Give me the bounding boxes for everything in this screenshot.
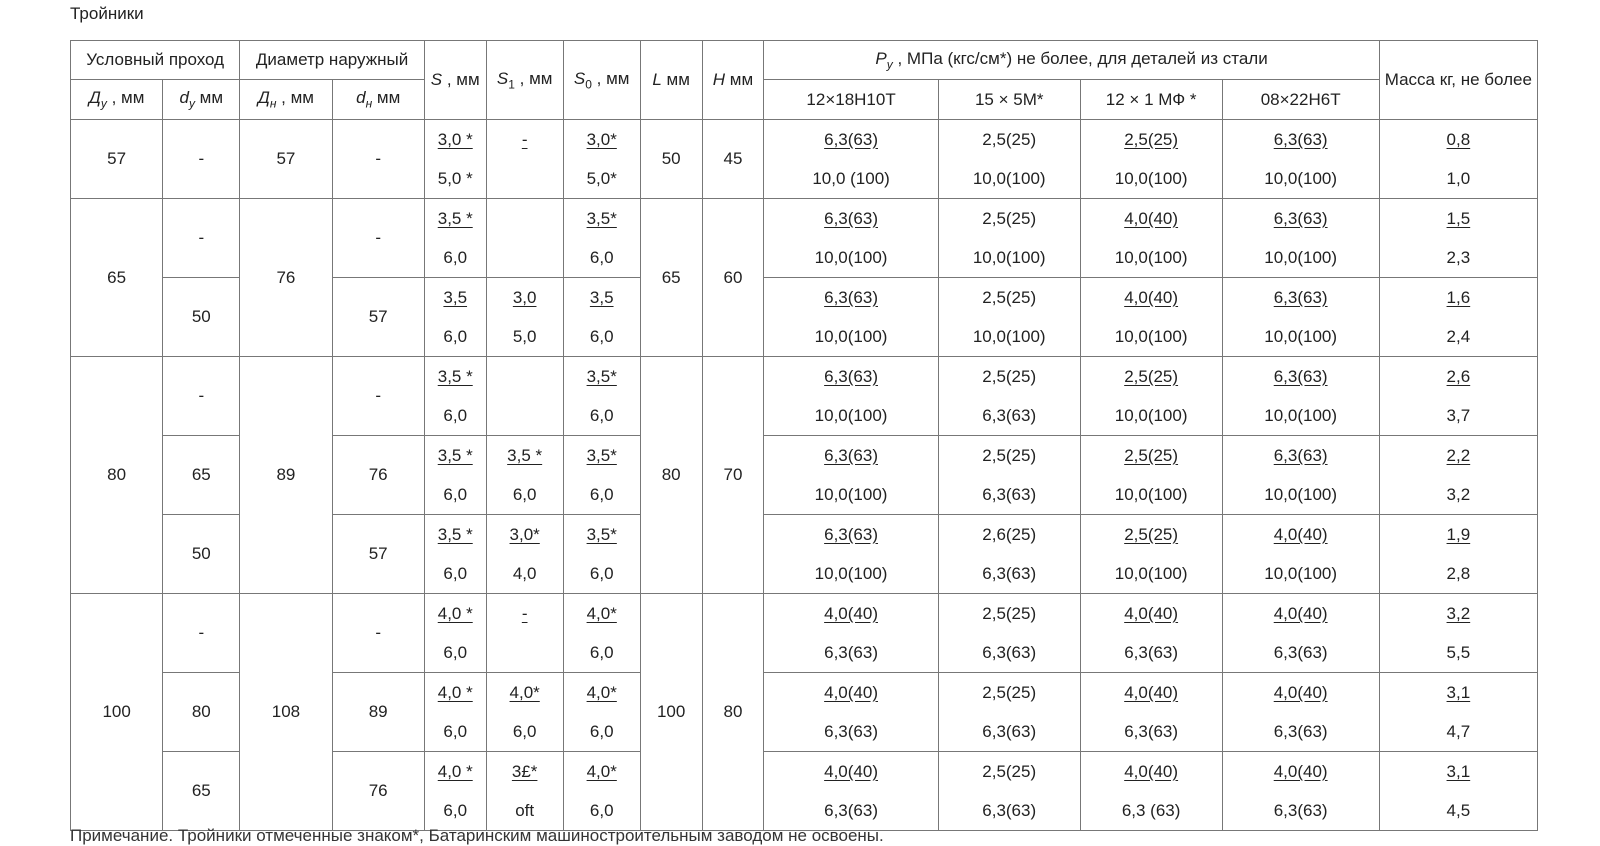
cell-p1 — [764, 199, 938, 278]
s0-value-top: 4,0* — [586, 762, 617, 781]
s-value-bottom: 6,0 — [443, 406, 468, 425]
p4-value-bottom: 10,0(100) — [1264, 327, 1338, 346]
s0-value-bottom: 6,0 — [589, 643, 614, 662]
cell-l: 80 — [640, 357, 702, 594]
cell-dn: 89 — [240, 357, 332, 594]
m-value-bottom: 2,4 — [1446, 327, 1471, 346]
p3-value-bottom: 10,0(100) — [1114, 564, 1188, 583]
cell-dy: - — [163, 199, 240, 278]
s1-value-top — [487, 357, 563, 396]
p2-value-bottom: 6,3(63) — [982, 406, 1037, 425]
cell-s — [424, 120, 486, 199]
p3-value-bottom: 10,0(100) — [1114, 169, 1188, 188]
table-row — [71, 120, 1538, 199]
s1-value-top: 3,5 * — [507, 446, 543, 465]
s1-value-top — [487, 199, 563, 238]
cell-dy: - — [163, 120, 240, 199]
cell-p4 — [1222, 278, 1379, 357]
p3-value-bottom: 6,3(63) — [1124, 722, 1179, 741]
p1-value-top: 6,3(63) — [824, 288, 878, 307]
p2-value-bottom: 6,3(63) — [982, 485, 1037, 504]
s-value-bottom: 6,0 — [443, 564, 468, 583]
m-value-bottom: 5,5 — [1446, 643, 1471, 662]
cell-s0 — [563, 199, 640, 278]
p4-value-top: 6,3(63) — [1273, 367, 1328, 386]
s0-value-top: 3,5* — [586, 525, 617, 544]
p2-value-bottom: 10,0(100) — [972, 169, 1046, 188]
cell-s — [424, 515, 486, 594]
cell-p1 — [764, 120, 938, 199]
s-value-top: 3,0 * — [437, 130, 473, 149]
m-value-top: 0,8 — [1446, 130, 1471, 149]
cell-p3 — [1080, 278, 1222, 357]
s0-value-top: 4,0* — [586, 683, 617, 702]
p2-value-top: 2,5(25) — [982, 367, 1037, 386]
p2-value-top: 2,5(25) — [982, 130, 1037, 149]
s1-value-bottom: oft — [515, 801, 535, 820]
s1-value-bottom — [487, 633, 563, 672]
s1-value-top: 4,0* — [509, 683, 540, 702]
p4-value-bottom: 6,3(63) — [1273, 643, 1328, 662]
p2-value-top: 2,5(25) — [982, 762, 1037, 781]
s0-value-bottom: 6,0 — [589, 406, 614, 425]
cell-dn-small: - — [332, 199, 424, 278]
s-value-bottom: 6,0 — [443, 643, 468, 662]
m-value-top: 1,6 — [1446, 288, 1471, 307]
s-value-bottom: 5,0 * — [437, 169, 473, 188]
s-value-bottom: 6,0 — [443, 327, 468, 346]
header-mass: Масса кг, не более — [1379, 41, 1537, 120]
cell-p3 — [1080, 120, 1222, 199]
s-value-bottom: 6,0 — [443, 485, 468, 504]
p1-value-bottom: 6,3(63) — [824, 801, 878, 820]
cell-s — [424, 436, 486, 515]
cell-p1 — [764, 357, 938, 436]
m-value-bottom: 1,0 — [1446, 169, 1471, 188]
cell-m — [1379, 199, 1537, 278]
table-row — [71, 594, 1538, 673]
header-dy: $d_y$ мм — [163, 80, 240, 120]
cell-dn: 57 — [240, 120, 332, 199]
s0-value-bottom: 6,0 — [589, 248, 614, 267]
s-value-top: 4,0 * — [437, 762, 473, 781]
cell-dn: 108 — [240, 594, 332, 831]
s-value-bottom: 6,0 — [443, 801, 468, 820]
m-value-top: 3,1 — [1446, 762, 1471, 781]
p2-value-top: 2,5(25) — [982, 288, 1037, 307]
header-s0: $S_0$ , мм — [563, 41, 640, 120]
cell-p2 — [938, 673, 1080, 752]
s-value-top: 3,5 * — [437, 209, 473, 228]
cell-p3 — [1080, 515, 1222, 594]
cell-p4 — [1222, 752, 1379, 831]
cell-p4 — [1222, 199, 1379, 278]
cell-s — [424, 594, 486, 673]
cell-l: 65 — [640, 199, 702, 357]
cell-p2 — [938, 752, 1080, 831]
cell-s — [424, 278, 486, 357]
p4-value-bottom: 10,0(100) — [1264, 248, 1338, 267]
header-pressure: $P_y$ , МПа (кгс/см*) не более, для деталей из стали — [764, 41, 1379, 80]
m-value-bottom: 4,7 — [1446, 722, 1471, 741]
cell-p1 — [764, 594, 938, 673]
s1-value-top: 3,0 — [512, 288, 537, 307]
cell-p3 — [1080, 673, 1222, 752]
cell-p4 — [1222, 515, 1379, 594]
p4-value-top: 4,0(40) — [1273, 525, 1328, 544]
s1-value-bottom — [487, 238, 563, 277]
cell-s — [424, 199, 486, 278]
cell-p2 — [938, 120, 1080, 199]
p4-value-top: 4,0(40) — [1273, 683, 1328, 702]
cell-dy: - — [163, 357, 240, 436]
p3-value-top: 4,0(40) — [1124, 209, 1179, 228]
cell-p1 — [764, 752, 938, 831]
s1-value-bottom: 5,0 — [512, 327, 537, 346]
p4-value-top: 4,0(40) — [1273, 604, 1328, 623]
cell-dn: 76 — [240, 199, 332, 357]
cell-s — [424, 357, 486, 436]
cell-s — [424, 752, 486, 831]
header-h: H мм — [702, 41, 764, 120]
cell-m — [1379, 357, 1537, 436]
p3-value-top: 2,5(25) — [1124, 367, 1179, 386]
s0-value-bottom: 6,0 — [589, 327, 614, 346]
p4-value-top: 6,3(63) — [1273, 446, 1328, 465]
cell-p1 — [764, 278, 938, 357]
p2-value-top: 2,6(25) — [982, 525, 1037, 544]
s0-value-top: 3,5* — [586, 209, 617, 228]
cell-du: 80 — [71, 357, 163, 594]
cell-s1 — [486, 673, 563, 752]
cell-p1 — [764, 673, 938, 752]
table-body — [71, 120, 1538, 831]
cell-p4 — [1222, 594, 1379, 673]
cell-l: 100 — [640, 594, 702, 831]
p2-value-top: 2,5(25) — [982, 604, 1037, 623]
cell-du: 57 — [71, 120, 163, 199]
s0-value-bottom: 6,0 — [589, 722, 614, 741]
p1-value-bottom: 6,3(63) — [824, 722, 878, 741]
tees-table — [70, 40, 1538, 831]
cell-dn-small: 57 — [332, 515, 424, 594]
p1-value-bottom: 10,0(100) — [814, 564, 888, 583]
p1-value-top: 6,3(63) — [824, 209, 878, 228]
p3-value-bottom: 10,0(100) — [1114, 485, 1188, 504]
p4-value-top: 6,3(63) — [1273, 130, 1328, 149]
cell-s1 — [486, 120, 563, 199]
p1-value-bottom: 10,0 (100) — [812, 169, 890, 188]
cell-s0 — [563, 594, 640, 673]
m-value-top: 2,2 — [1446, 446, 1471, 465]
s0-value-bottom: 6,0 — [589, 564, 614, 583]
s1-value-bottom — [487, 396, 563, 435]
m-value-bottom: 4,5 — [1446, 801, 1471, 820]
p3-value-top: 2,5(25) — [1124, 525, 1179, 544]
header-uslovny-prohod: Условный проход — [71, 41, 240, 80]
cell-p2 — [938, 436, 1080, 515]
cell-h: 70 — [702, 357, 764, 594]
table-header — [71, 41, 1538, 120]
cell-s1 — [486, 515, 563, 594]
cell-s1 — [486, 436, 563, 515]
cell-s0 — [563, 436, 640, 515]
p3-value-top: 4,0(40) — [1124, 604, 1179, 623]
cell-dy: 65 — [163, 752, 240, 831]
p1-value-top: 4,0(40) — [824, 683, 878, 702]
cell-dy: 50 — [163, 515, 240, 594]
p1-value-bottom: 10,0(100) — [814, 406, 888, 425]
header-steel-3: 12 × 1 МФ * — [1080, 80, 1222, 120]
cell-m — [1379, 436, 1537, 515]
s1-value-bottom: 6,0 — [512, 485, 537, 504]
cell-p2 — [938, 515, 1080, 594]
cell-dn-small: - — [332, 120, 424, 199]
m-value-bottom: 3,7 — [1446, 406, 1471, 425]
cell-s1 — [486, 594, 563, 673]
cell-dy: - — [163, 594, 240, 673]
m-value-top: 2,6 — [1446, 367, 1471, 386]
header-steel-1: 12×18Н10Т — [764, 80, 938, 120]
cell-p2 — [938, 199, 1080, 278]
p2-value-bottom: 10,0(100) — [972, 327, 1046, 346]
m-value-top: 1,5 — [1446, 209, 1471, 228]
header-diametr-naruzhny: Диаметр наружный — [240, 41, 425, 80]
header-steel-4: 08×22Н6Т — [1222, 80, 1379, 120]
m-value-bottom: 3,2 — [1446, 485, 1471, 504]
cell-p2 — [938, 278, 1080, 357]
s1-value-top: - — [521, 604, 528, 623]
s0-value-top: 3,5* — [586, 367, 617, 386]
header-steel-2: 15 × 5М* — [938, 80, 1080, 120]
p1-value-bottom: 10,0(100) — [814, 248, 888, 267]
p3-value-bottom: 10,0(100) — [1114, 248, 1188, 267]
p1-value-bottom: 6,3(63) — [824, 643, 878, 662]
p1-value-top: 4,0(40) — [824, 762, 878, 781]
table-row — [71, 357, 1538, 436]
s1-value-bottom: 6,0 — [512, 722, 537, 741]
cell-h: 45 — [702, 120, 764, 199]
footnote: Примечание. Тройники отмеченные знаком*, Батаринским машиностроительным заводом не освоены. — [70, 826, 884, 845]
cell-du: 65 — [71, 199, 163, 357]
p2-value-top: 2,5(25) — [982, 683, 1037, 702]
s0-value-top: 3,5 — [589, 288, 614, 307]
cell-s1 — [486, 357, 563, 436]
cell-dy: 80 — [163, 673, 240, 752]
cell-p1 — [764, 436, 938, 515]
p1-value-top: 6,3(63) — [824, 130, 878, 149]
p3-value-top: 4,0(40) — [1124, 762, 1179, 781]
table-row — [71, 199, 1538, 278]
m-value-top: 3,1 — [1446, 683, 1471, 702]
p3-value-bottom: 6,3 (63) — [1121, 801, 1181, 820]
page-title: Тройники — [70, 4, 144, 23]
p2-value-bottom: 6,3(63) — [982, 722, 1037, 741]
p3-value-top: 4,0(40) — [1124, 288, 1179, 307]
p3-value-bottom: 10,0(100) — [1114, 327, 1188, 346]
p4-value-bottom: 10,0(100) — [1264, 564, 1338, 583]
m-value-bottom: 2,8 — [1446, 564, 1471, 583]
s-value-top: 4,0 * — [437, 604, 473, 623]
p1-value-bottom: 10,0(100) — [814, 485, 888, 504]
cell-s1 — [486, 752, 563, 831]
cell-h: 60 — [702, 199, 764, 357]
s0-value-top: 4,0* — [586, 604, 617, 623]
s-value-bottom: 6,0 — [443, 248, 468, 267]
p3-value-top: 4,0(40) — [1124, 683, 1179, 702]
cell-p3 — [1080, 752, 1222, 831]
header-du: $Д_у$ , мм — [71, 80, 163, 120]
p4-value-bottom: 6,3(63) — [1273, 801, 1328, 820]
cell-dy: 50 — [163, 278, 240, 357]
cell-dn-small: 76 — [332, 752, 424, 831]
p3-value-bottom: 10,0(100) — [1114, 406, 1188, 425]
m-value-bottom: 2,3 — [1446, 248, 1471, 267]
cell-dn-small: 89 — [332, 673, 424, 752]
p2-value-bottom: 10,0(100) — [972, 248, 1046, 267]
cell-m — [1379, 120, 1537, 199]
m-value-top: 3,2 — [1446, 604, 1471, 623]
p2-value-bottom: 6,3(63) — [982, 643, 1037, 662]
s0-value-top: 3,5* — [586, 446, 617, 465]
cell-p4 — [1222, 357, 1379, 436]
cell-p4 — [1222, 673, 1379, 752]
cell-m — [1379, 278, 1537, 357]
cell-p2 — [938, 594, 1080, 673]
cell-p1 — [764, 515, 938, 594]
p4-value-bottom: 10,0(100) — [1264, 485, 1338, 504]
p1-value-top: 6,3(63) — [824, 446, 878, 465]
cell-p3 — [1080, 199, 1222, 278]
p4-value-top: 4,0(40) — [1273, 762, 1328, 781]
cell-p4 — [1222, 120, 1379, 199]
s-value-bottom: 6,0 — [443, 722, 468, 741]
p2-value-top: 2,5(25) — [982, 209, 1037, 228]
cell-dn-small: 57 — [332, 278, 424, 357]
cell-s — [424, 673, 486, 752]
m-value-top: 1,9 — [1446, 525, 1471, 544]
p3-value-top: 2,5(25) — [1124, 446, 1179, 465]
p4-value-bottom: 10,0(100) — [1264, 406, 1338, 425]
header-s: S , мм — [424, 41, 486, 120]
s-value-top: 3,5 — [443, 288, 468, 307]
p2-value-bottom: 6,3(63) — [982, 564, 1037, 583]
s1-value-top: 3£* — [511, 762, 538, 781]
s1-value-bottom: 4,0 — [512, 564, 537, 583]
s-value-top: 3,5 * — [437, 367, 473, 386]
s0-value-bottom: 6,0 — [589, 485, 614, 504]
cell-dn-small: - — [332, 594, 424, 673]
cell-s1 — [486, 278, 563, 357]
p3-value-bottom: 6,3(63) — [1124, 643, 1179, 662]
s0-value-top: 3,0* — [586, 130, 617, 149]
cell-dy: 65 — [163, 436, 240, 515]
header-s1: $S_1$ , мм — [486, 41, 563, 120]
p2-value-top: 2,5(25) — [982, 446, 1037, 465]
header-dn-small: $d_н$ мм — [332, 80, 424, 120]
s0-value-bottom: 6,0 — [589, 801, 614, 820]
s-value-top: 3,5 * — [437, 446, 473, 465]
cell-s1 — [486, 199, 563, 278]
p2-value-bottom: 6,3(63) — [982, 801, 1037, 820]
cell-s0 — [563, 673, 640, 752]
header-dn: $Д_н$ , мм — [240, 80, 332, 120]
p4-value-top: 6,3(63) — [1273, 209, 1328, 228]
cell-s0 — [563, 357, 640, 436]
cell-p3 — [1080, 436, 1222, 515]
cell-s0 — [563, 752, 640, 831]
cell-m — [1379, 673, 1537, 752]
s-value-top: 4,0 * — [437, 683, 473, 702]
p4-value-top: 6,3(63) — [1273, 288, 1328, 307]
header-l: L мм — [640, 41, 702, 120]
cell-p3 — [1080, 357, 1222, 436]
cell-s0 — [563, 515, 640, 594]
s1-value-bottom — [487, 159, 563, 198]
p1-value-top: 4,0(40) — [824, 604, 878, 623]
cell-dn-small: 76 — [332, 436, 424, 515]
p1-value-bottom: 10,0(100) — [814, 327, 888, 346]
cell-p4 — [1222, 436, 1379, 515]
cell-du: 100 — [71, 594, 163, 831]
cell-m — [1379, 515, 1537, 594]
s0-value-bottom: 5,0* — [586, 169, 617, 188]
cell-dn-small: - — [332, 357, 424, 436]
cell-p3 — [1080, 594, 1222, 673]
cell-l: 50 — [640, 120, 702, 199]
p1-value-top: 6,3(63) — [824, 525, 878, 544]
p1-value-top: 6,3(63) — [824, 367, 878, 386]
s1-value-top: - — [521, 130, 528, 149]
cell-m — [1379, 752, 1537, 831]
cell-h: 80 — [702, 594, 764, 831]
cell-s0 — [563, 120, 640, 199]
p4-value-bottom: 6,3(63) — [1273, 722, 1328, 741]
s1-value-top: 3,0* — [509, 525, 540, 544]
cell-s0 — [563, 278, 640, 357]
cell-m — [1379, 594, 1537, 673]
p4-value-bottom: 10,0(100) — [1264, 169, 1338, 188]
cell-p2 — [938, 357, 1080, 436]
s-value-top: 3,5 * — [437, 525, 473, 544]
p3-value-top: 2,5(25) — [1124, 130, 1179, 149]
